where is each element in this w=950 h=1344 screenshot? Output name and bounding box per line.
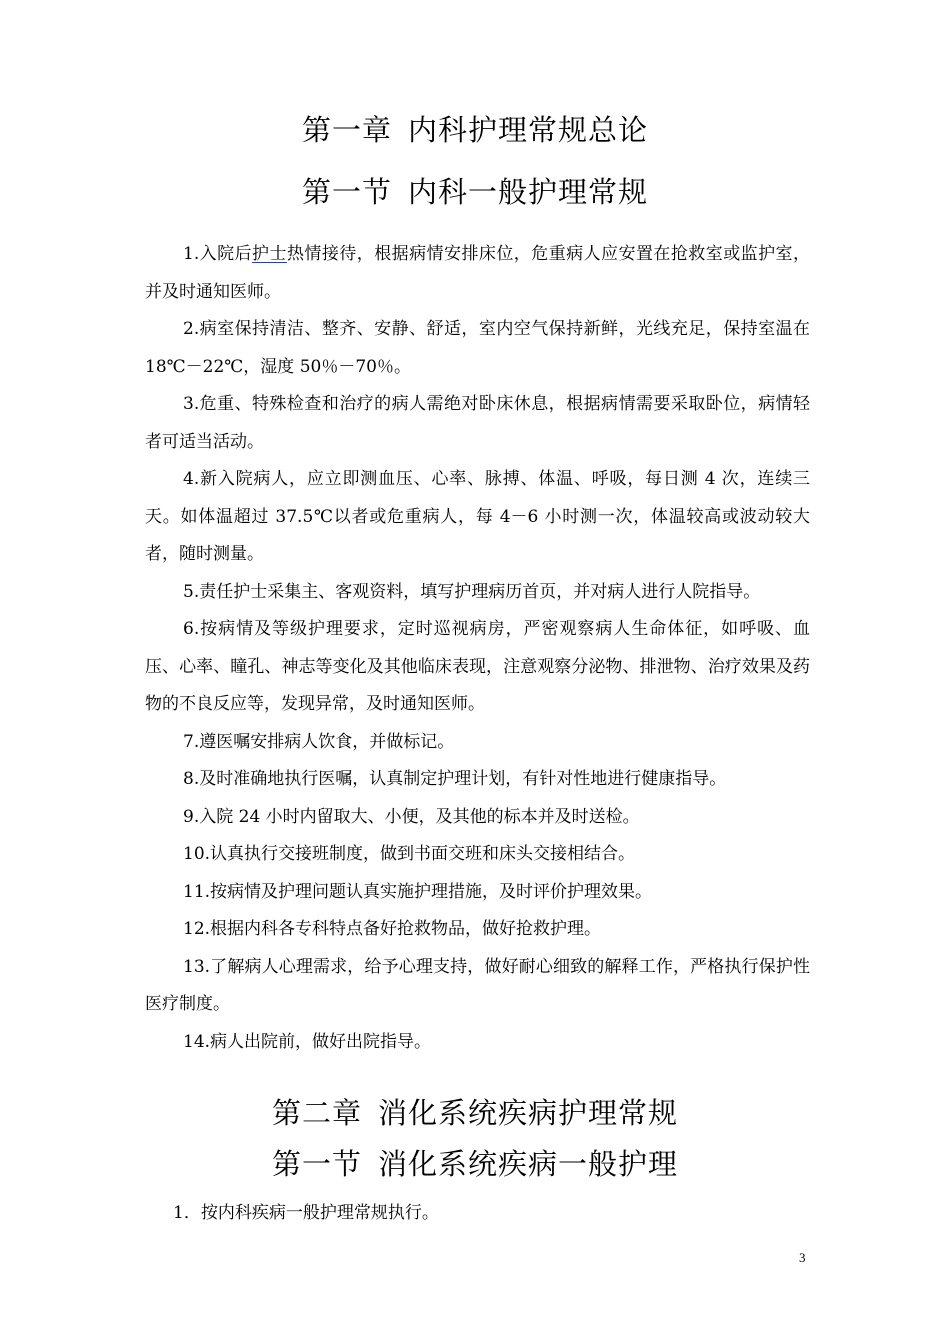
list-item: 13.了解病人心理需求，给予心理支持，做好耐心细致的解释工作，严格执行保护性医疗制度。 bbox=[145, 956, 810, 1014]
list-item: 3.危重、特殊检查和治疗的病人需绝对卧床休息，根据病情需要采取卧位，病情轻者可适当活动。 bbox=[145, 394, 810, 452]
chapter-1-body bbox=[145, 236, 810, 1061]
list-item: 4.新入院病人，应立即测血压、心率、脉搏、体温、呼吸，每日测 4 次，连续三天。如体温超过 37.5℃以者或危重病人，每 4－6 小时测一次，体温较高或波动较大者，随时测量。 bbox=[145, 469, 810, 564]
chapter-2-title bbox=[0, 1095, 950, 1131]
chapter-2-body bbox=[145, 1195, 810, 1233]
chapter-1-section-1-title bbox=[0, 174, 950, 210]
list-item: 1．按内科疾病一般护理常规执行。 bbox=[173, 1203, 439, 1223]
list-item: 8.及时准确地执行医嘱，认真制定护理计划，有针对性地进行健康指导。 bbox=[183, 769, 727, 789]
list-item: 7.遵医嘱安排病人饮食，并做标记。 bbox=[183, 731, 455, 752]
chapter-2-number: 第二章 bbox=[271, 1096, 362, 1130]
list-item: 9.入院 24 小时内留取大、小便，及其他的标本并及时送检。 bbox=[183, 806, 640, 827]
list-item: 14.病人出院前，做好出院指导。 bbox=[183, 1031, 432, 1052]
section-number: 第一节 bbox=[301, 175, 392, 209]
chapter-1-number: 第一章 bbox=[301, 113, 392, 147]
list-item: 12.根据内科各专科特点备好抢救物品，做好抢救护理。 bbox=[183, 919, 602, 939]
page-number: 3 bbox=[799, 1250, 806, 1265]
list-item: 5.责任护士采集主、客观资料，填写护理病历首页，并对病人进行人院指导。 bbox=[183, 581, 761, 602]
list-item: 6.按病情及等级护理要求，定时巡视病房，严密观察病人生命体征，如呼吸、血压、心率、瞳孔、神志等变化及其他临床表现，注意观察分泌物、排泄物、治疗效果及药物的不良反应等，发现异常，及时通知医师。 bbox=[145, 619, 810, 714]
section-name: 消化系统疾病一般护理 bbox=[378, 1147, 679, 1181]
chapter-1-title bbox=[0, 112, 950, 148]
list-item: 2.病室保持清洁、整齐、安静、舒适，室内空气保持新鲜，光线充足，保持室温在 18℃－22℃，湿度 50％－70％。 bbox=[145, 319, 810, 377]
chapter-2-name: 消化系统疾病护理常规 bbox=[378, 1096, 679, 1130]
nurse-hyperlink[interactable]: 护士 bbox=[252, 244, 287, 264]
list-item: 1.入院后护士热情接待，根据病情安排床位，危重病人应安置在抢救室或监护室，并及时通知医师。 bbox=[145, 244, 810, 302]
chapter-1-name: 内科护理常规总论 bbox=[408, 113, 649, 147]
list-item: 10.认真执行交接班制度，做到书面交班和床头交接相结合。 bbox=[183, 844, 636, 864]
list-item: 11.按病情及护理问题认真实施护理措施，及时评价护理效果。 bbox=[183, 881, 653, 902]
section-name: 内科一般护理常规 bbox=[408, 175, 649, 209]
chapter-2-section-1-title bbox=[0, 1146, 950, 1182]
section-number: 第一节 bbox=[271, 1147, 362, 1181]
